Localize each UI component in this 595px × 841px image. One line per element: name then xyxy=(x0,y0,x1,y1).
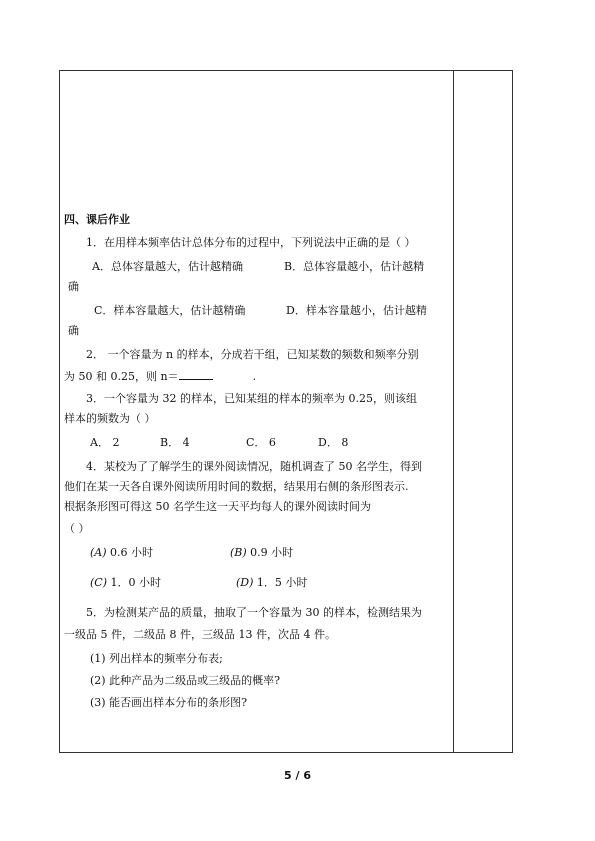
q5-sub1: (1) 列出样本的频率分布表; xyxy=(90,652,223,665)
q3-option-d: D． 8 xyxy=(318,436,349,449)
q3-option-b: B． 4 xyxy=(160,436,190,449)
q2-line2-end: . xyxy=(252,370,257,383)
q2-answer-blank xyxy=(179,368,213,380)
q3-line2: 样本的频数为（ ） xyxy=(64,412,156,425)
q5-sub3: (3) 能否画出样本分布的条形图? xyxy=(90,696,247,709)
q4-option-c-text: 1．0 小时 xyxy=(110,576,161,589)
q4-option-b-label: (B) xyxy=(230,546,247,559)
q4-option-d xyxy=(236,576,307,590)
page-number: 5 / 6 xyxy=(284,769,311,782)
q3-line1: 3．一个容量为 32 的样本，已知某组的样本的频率为 0.25，则该组 xyxy=(86,392,417,405)
q4-option-b xyxy=(230,546,293,560)
q2-line2-text: 为 50 和 0.25，则 n＝ xyxy=(64,370,179,383)
q2-line2 xyxy=(64,368,256,384)
q1-option-c: C．样本容量越大，估计越精确 xyxy=(94,304,246,317)
q4-option-c xyxy=(90,576,161,590)
q4-option-d-text: 1．5 小时 xyxy=(256,576,308,589)
q5-line1: 5．为检测某产品的质量，抽取了一个容量为 30 的样本，检测结果为 xyxy=(86,606,422,619)
q5-sub2: (2) 此种产品为二级品或三级品的概率? xyxy=(90,674,280,687)
q3-option-c: C． 6 xyxy=(246,436,276,449)
q1-option-b: B．总体容量越小，估计越精 xyxy=(284,260,425,273)
q4-option-a-label: (A) xyxy=(90,546,107,559)
table-column-divider xyxy=(453,70,454,753)
q4-line2: 他们在某一天各自课外阅读所用时间的数据，结果用右侧的条形图表示. xyxy=(64,480,409,493)
q4-option-d-label: (D) xyxy=(236,576,254,589)
q1-option-a: A．总体容量越大，估计越精确 xyxy=(92,260,243,273)
q4-line1: 4．某校为了了解学生的课外阅读情况，随机调查了 50 名学生，得到 xyxy=(86,460,422,473)
q4-line4: （ ） xyxy=(64,522,90,535)
q4-line3: 根据条形图可得这 50 名学生这一天平均每人的课外阅读时间为 xyxy=(64,500,371,513)
q1-stem: 1．在用样本频率估计总体分布的过程中，下列说法中正确的是（ ） xyxy=(86,236,416,249)
q2-line1: 2． 一个容量为 n 的样本，分成若干组，已知某数的频数和频率分别 xyxy=(86,348,419,361)
q5-line2: 一级品 5 件，二级品 8 件，三级品 13 件，次品 4 件。 xyxy=(64,628,336,641)
q1-option-b-wrap: 确 xyxy=(68,280,79,293)
q1-option-d-wrap: 确 xyxy=(68,324,79,337)
q4-option-c-label: (C) xyxy=(90,576,107,589)
section-title: 四、课后作业 xyxy=(64,213,130,226)
q4-option-a-text: 0.6 小时 xyxy=(110,546,154,559)
q4-option-a xyxy=(90,546,153,560)
q4-option-b-text: 0.9 小时 xyxy=(250,546,294,559)
q3-option-a: A． 2 xyxy=(90,436,120,449)
q1-option-d: D．样本容量越小，估计越精 xyxy=(286,304,427,317)
